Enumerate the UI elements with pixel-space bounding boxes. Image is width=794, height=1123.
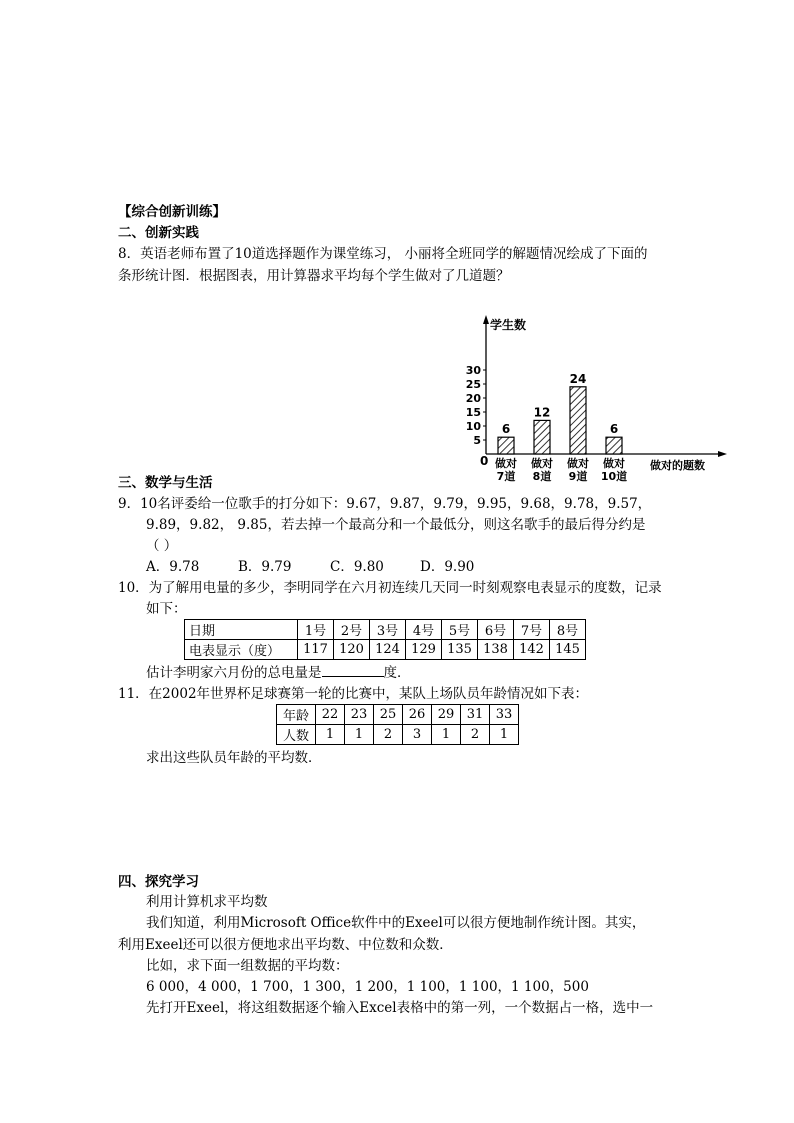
x-tick-label: 做对	[495, 457, 517, 470]
table-cell: 年龄	[277, 705, 316, 725]
q8-text-line2: 条形统计图．根据图表，用计算器求平均每个学生做对了几道题？	[118, 268, 510, 284]
part4-data-list: 6 000，4 000，1 700，1 300，1 200，1 100，1 100，1 100，500	[146, 979, 589, 995]
table-row	[185, 620, 586, 640]
table-cell: 日期	[185, 620, 298, 640]
q10-text-line1: 10．为了解用电量的多少，李明同学在六月初连续几天同一时刻观察电表显示的度数，记录	[118, 580, 662, 596]
q11-question: 求出这些队员年龄的平均数．	[146, 750, 322, 766]
x-tick-label: 7道	[496, 470, 516, 482]
table-cell: 5号	[442, 620, 478, 640]
y-tick-label: 20	[465, 392, 481, 405]
table-cell: 3	[403, 725, 432, 745]
q10-answer-blank[interactable]	[322, 662, 384, 677]
origin-label: 0	[480, 454, 489, 468]
q9-text-line1: 9．10名评委给一位歌手的打分如下：9.67，9.87，9.79，9.95，9.68，9.78，9.57，	[118, 496, 652, 512]
table-cell: 1	[432, 725, 461, 745]
q10-estimate	[146, 662, 411, 683]
table-cell: 2	[461, 725, 490, 745]
q9-option-d: D．9.90	[420, 559, 475, 575]
bar	[498, 437, 514, 454]
y-axis-arrow-icon	[483, 315, 489, 324]
y-tick-label: 10	[465, 420, 481, 433]
part3-heading: 三、数学与生活	[118, 475, 213, 491]
q11-age-table	[276, 704, 519, 745]
y-tick-label: 25	[465, 378, 481, 391]
part4-paragraph4: 先打开Exeel，将这组数据逐个输入Excel表格中的第一列，一个数据占一格，选中一	[146, 1000, 654, 1016]
table-cell: 124	[370, 640, 406, 660]
bar-chart	[450, 312, 740, 482]
table-cell: 1	[345, 725, 374, 745]
table-cell: 138	[478, 640, 514, 660]
table-cell: 142	[514, 640, 550, 660]
q9-option-b: B．9.79	[238, 559, 292, 575]
q9-option-a: A．9.78	[146, 559, 200, 575]
x-tick-label: 8道	[532, 470, 552, 482]
bar-value-label: 6	[501, 422, 511, 437]
table-cell: 2	[374, 725, 403, 745]
bar-value-label: 12	[533, 405, 551, 420]
table-cell: 7号	[514, 620, 550, 640]
table-cell: 3号	[370, 620, 406, 640]
y-axis-label: 学生数	[490, 318, 527, 332]
y-tick-label: 30	[465, 364, 481, 377]
table-cell: 2号	[334, 620, 370, 640]
x-tick-label: 9道	[568, 470, 588, 482]
table-cell: 117	[298, 640, 334, 660]
bar	[534, 420, 550, 454]
table-cell: 25	[374, 705, 403, 725]
table-row	[185, 640, 586, 660]
q11-text-line1: 11．在2002年世界杯足球赛第一轮的比赛中，某队上场队员年龄情况如下表：	[118, 686, 589, 702]
table-cell: 23	[345, 705, 374, 725]
table-cell: 电表显示（度）	[185, 640, 298, 660]
table-cell: 1号	[298, 620, 334, 640]
q9-text-line2: 9.89，9.82， 9.85，若去掉一个最高分和一个最低分，则这名歌手的最后得分约是	[146, 517, 646, 533]
section-heading: 【综合创新训练】	[118, 204, 226, 220]
bar	[570, 387, 586, 454]
x-axis-arrow-icon	[718, 451, 727, 457]
part4-title: 利用计算机求平均数	[146, 894, 268, 910]
q9-option-c: C．9.80	[330, 559, 384, 575]
part2-heading: 二、创新实践	[118, 225, 199, 241]
bar-value-label: 6	[609, 422, 619, 437]
x-tick-label: 做对	[567, 457, 589, 470]
table-cell: 4号	[406, 620, 442, 640]
x-tick-label: 10道	[600, 470, 628, 482]
q10-text-line2: 如下：	[146, 601, 187, 617]
bar-value-label: 24	[569, 371, 587, 386]
y-tick-label: 5	[473, 434, 481, 447]
part4-paragraph1-line1: 我们知道，利用Microsoft Office软件中的Exeel可以很方便地制作统计图。其实，	[146, 915, 646, 931]
q10-estimate-suffix: 度．	[383, 665, 411, 681]
part4-heading: 四、探究学习	[118, 874, 199, 890]
table-cell: 26	[403, 705, 432, 725]
table-cell: 33	[490, 705, 519, 725]
q10-estimate-prefix: 估计李明家六月份的总电量是	[146, 665, 322, 681]
table-cell: 135	[442, 640, 478, 660]
table-cell: 29	[432, 705, 461, 725]
x-tick-label: 做对	[531, 457, 553, 470]
table-cell: 人数	[277, 725, 316, 745]
table-row	[277, 725, 519, 745]
part4-paragraph2: 比如，求下面一组数据的平均数：	[146, 958, 349, 974]
table-cell: 6号	[478, 620, 514, 640]
q9-answer-paren: （ ）	[146, 538, 178, 554]
table-cell: 145	[550, 640, 586, 660]
bar	[606, 437, 622, 454]
table-cell: 22	[316, 705, 345, 725]
x-axis-label: 做对的题数	[650, 459, 705, 472]
table-cell: 1	[316, 725, 345, 745]
table-row	[277, 705, 519, 725]
part4-paragraph1-line2: 利用Exeel还可以很方便地求出平均数、中位数和众数．	[118, 937, 453, 953]
table-cell: 129	[406, 640, 442, 660]
table-cell: 8号	[550, 620, 586, 640]
table-cell: 31	[461, 705, 490, 725]
q8-text-line1: 8．英语老师布置了10道选择题作为课堂练习， 小丽将全班同学的解题情况绘成了下面的	[118, 246, 648, 262]
q10-meter-table	[184, 619, 586, 660]
y-tick-label: 15	[465, 406, 481, 419]
x-tick-label: 做对	[603, 457, 625, 470]
table-cell: 1	[490, 725, 519, 745]
table-cell: 120	[334, 640, 370, 660]
